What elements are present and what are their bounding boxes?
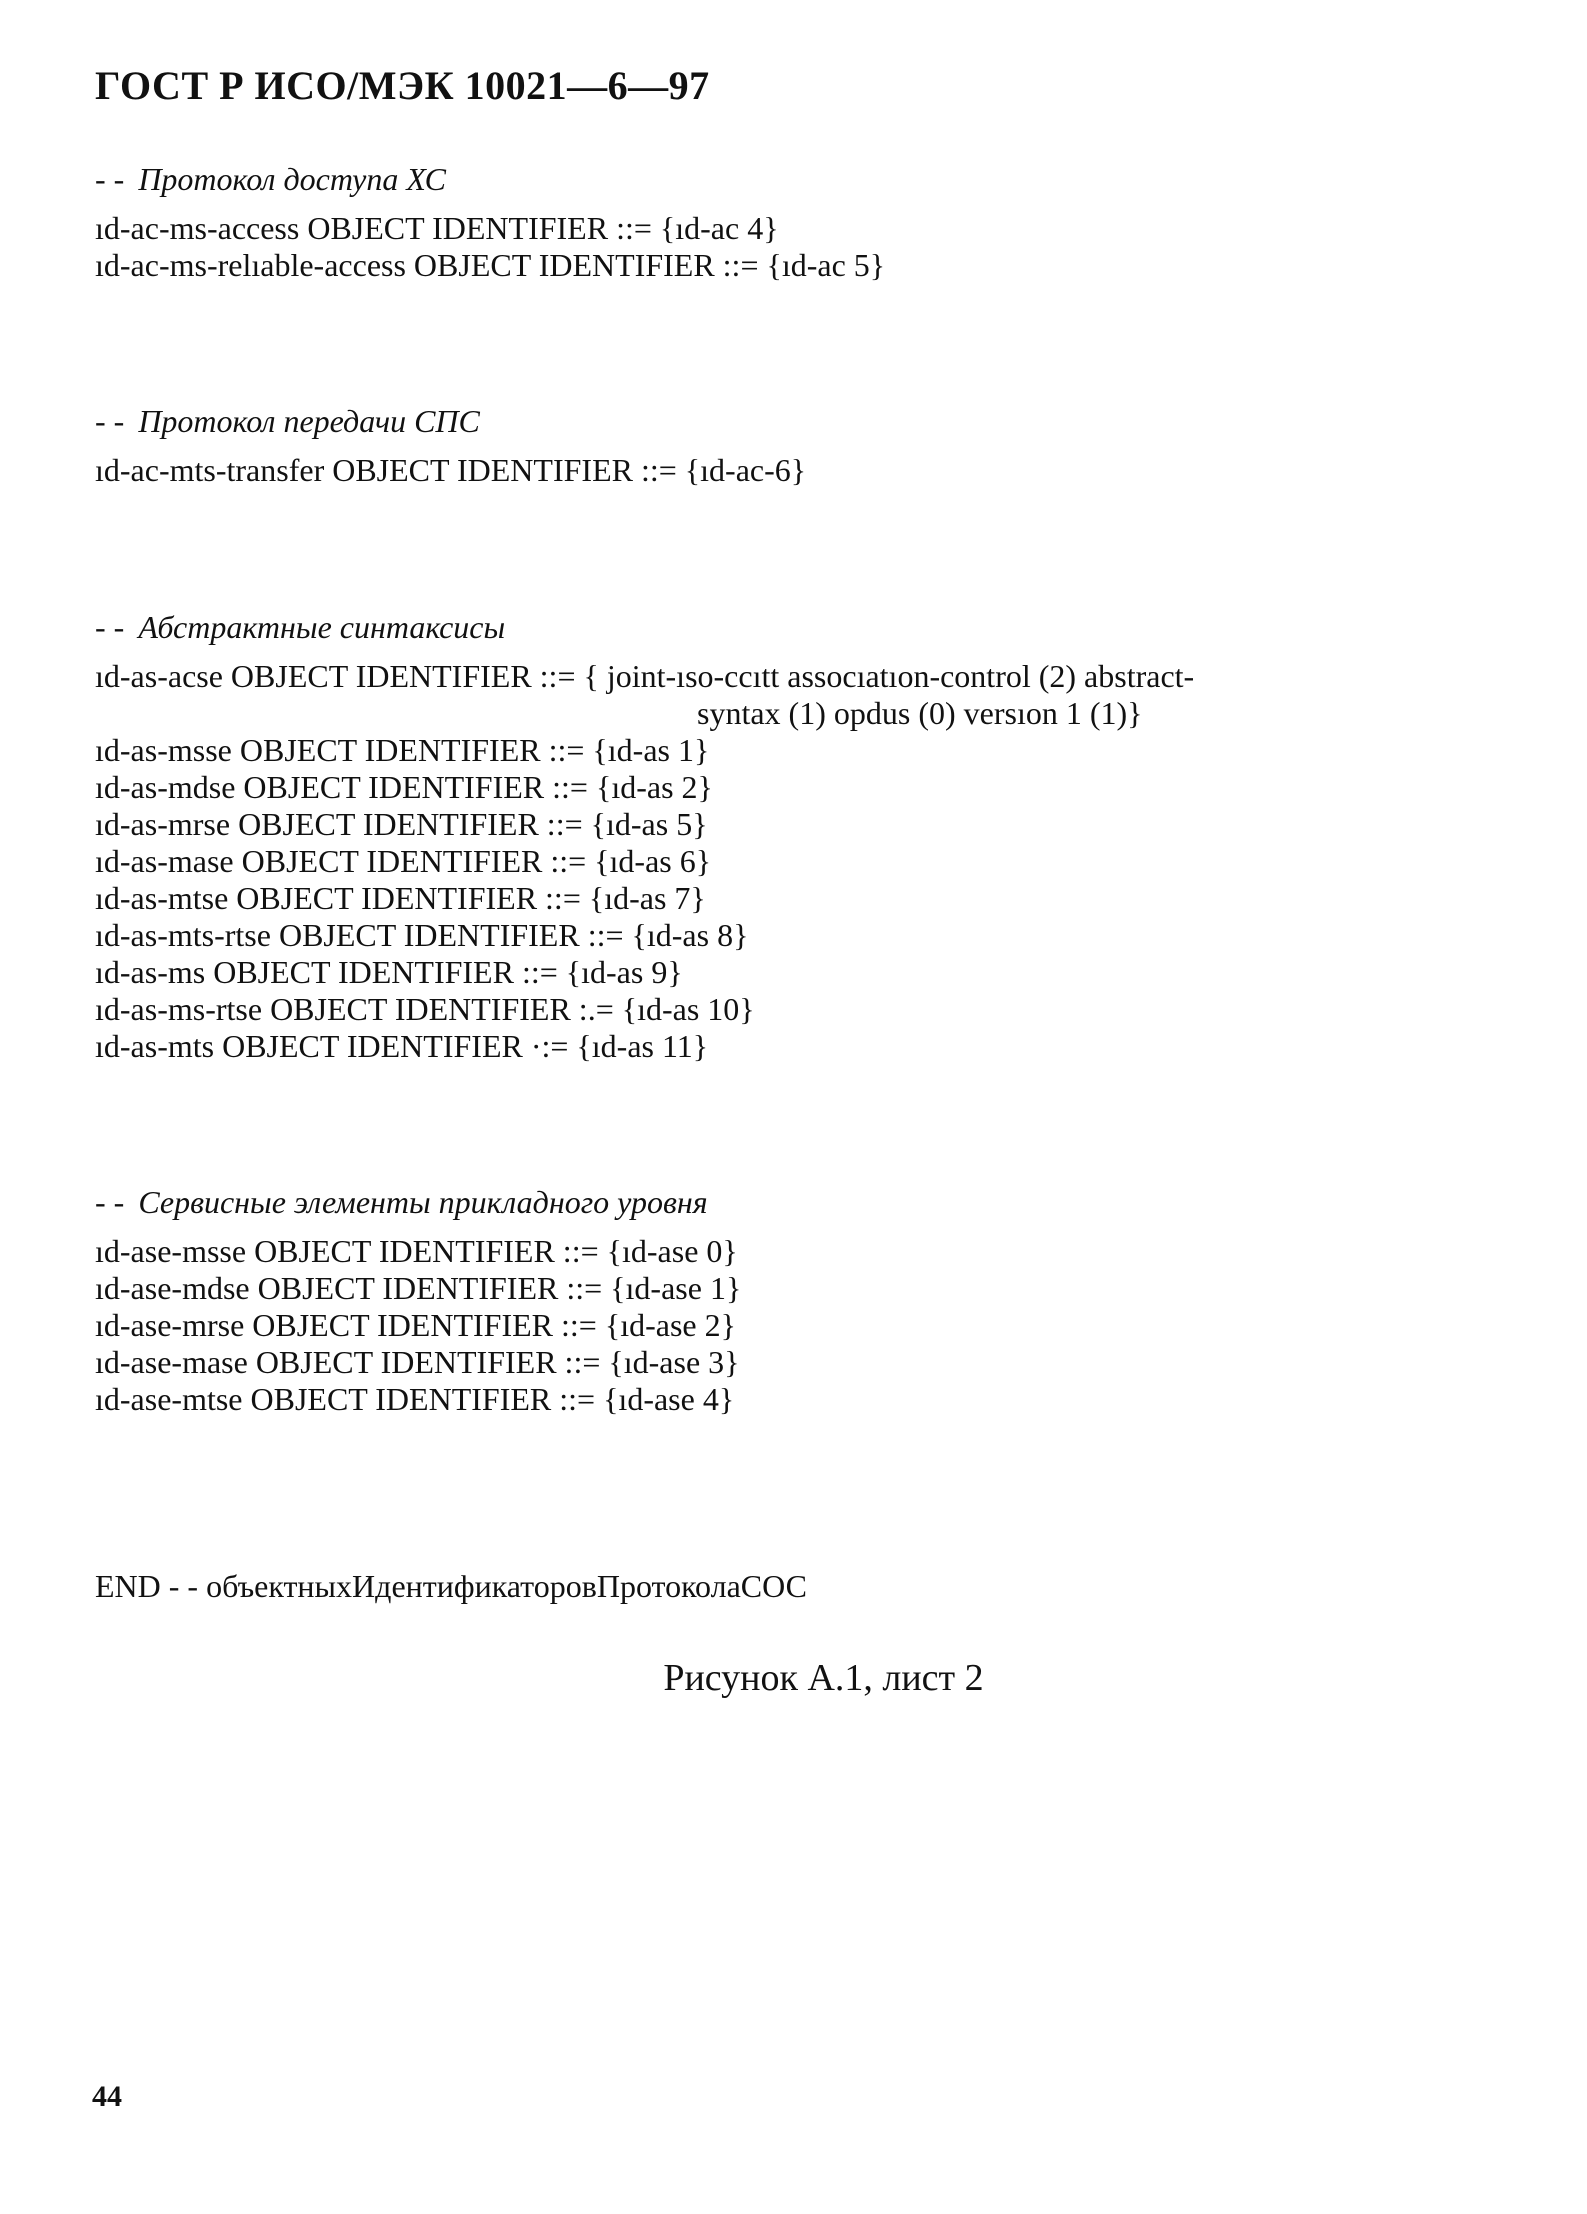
comment-text: Протокол доступа ХС bbox=[138, 161, 447, 197]
code-line: ıd-as-msse OBJECT IDENTIFIER ::= {ıd-as 1} bbox=[95, 732, 710, 768]
code-line: ıd-as-ms OBJECT IDENTIFIER ::= {ıd-as 9} bbox=[95, 954, 683, 990]
comment-dash: - - bbox=[95, 1184, 125, 1220]
figure-caption: Рисунок А.1, лист 2 bbox=[663, 1657, 984, 1699]
code-line: ıd-ac-mts-transfer OBJECT IDENTIFIER ::= {ıd-ac-6} bbox=[95, 452, 807, 488]
code-line: ıd-ase-msse OBJECT IDENTIFIER ::= {ıd-ase 0} bbox=[95, 1233, 738, 1269]
code-continuation-line: syntax (1) opdus (0) versıon 1 (1)} bbox=[697, 695, 1143, 731]
comment-dash: - - bbox=[95, 403, 125, 439]
comment-dash: - - bbox=[95, 609, 125, 645]
page-header-title: ГОСТ Р ИСО/МЭК 10021—6—97 bbox=[95, 63, 710, 108]
module-end-line: END - - объектныхИдентификаторовПротоколаСОС bbox=[95, 1568, 807, 1604]
code-line: ıd-ac-ms-relıable-access OBJECT IDENTIFIER ::= {ıd-ac 5} bbox=[95, 247, 886, 283]
section-comment bbox=[95, 608, 1515, 646]
code-line: ıd-ase-mase OBJECT IDENTIFIER ::= {ıd-ase 3} bbox=[95, 1344, 740, 1380]
code-line: ıd-as-mdse OBJECT IDENTIFIER ::= {ıd-as 2} bbox=[95, 769, 713, 805]
section-application-service-elements bbox=[95, 1183, 1515, 1418]
code-line: ıd-as-mts-rtse OBJECT IDENTIFIER ::= {ıd-as 8} bbox=[95, 917, 749, 953]
code-line: ıd-as-mtse OBJECT IDENTIFIER ::= {ıd-as 7} bbox=[95, 880, 706, 916]
code-line: ıd-ase-mrse OBJECT IDENTIFIER ::= {ıd-ase 2} bbox=[95, 1307, 736, 1343]
section-abstract-syntaxes bbox=[95, 608, 1515, 1065]
code-line: ıd-ac-ms-access OBJECT IDENTIFIER ::= {ıd-ac 4} bbox=[95, 210, 779, 246]
code-line: ıd-ase-mtse OBJECT IDENTIFIER ::= {ıd-ase 4} bbox=[95, 1381, 735, 1417]
section-comment bbox=[95, 1183, 1515, 1221]
code-line: ıd-as-mase OBJECT IDENTIFIER ::= {ıd-as 6} bbox=[95, 843, 712, 879]
code-line: ıd-as-mrse OBJECT IDENTIFIER ::= {ıd-as 5} bbox=[95, 806, 708, 842]
section-comment bbox=[95, 160, 1515, 198]
comment-text: Протокол передачи СПС bbox=[138, 403, 480, 439]
comment-text: Абстрактные синтаксисы bbox=[138, 609, 506, 645]
comment-text: Сервисные элементы прикладного уровня bbox=[138, 1184, 708, 1220]
section-comment bbox=[95, 402, 1515, 440]
comment-dash: - - bbox=[95, 161, 125, 197]
section-mts-transfer bbox=[95, 402, 1515, 489]
section-ms-access bbox=[95, 160, 1515, 284]
code-line: ıd-as-mts OBJECT IDENTIFIER ·:= {ıd-as 11} bbox=[95, 1028, 709, 1064]
code-line: ıd-as-acse OBJECT IDENTIFIER ::= { joint-ıso-ccıtt assocıatıon-control (2) abstract- bbox=[95, 658, 1195, 694]
page-number: 44 bbox=[92, 2080, 122, 2113]
code-line: ıd-as-ms-rtse OBJECT IDENTIFIER :.= {ıd-as 10} bbox=[95, 991, 755, 1027]
code-line: ıd-ase-mdse OBJECT IDENTIFIER ::= {ıd-ase 1} bbox=[95, 1270, 742, 1306]
